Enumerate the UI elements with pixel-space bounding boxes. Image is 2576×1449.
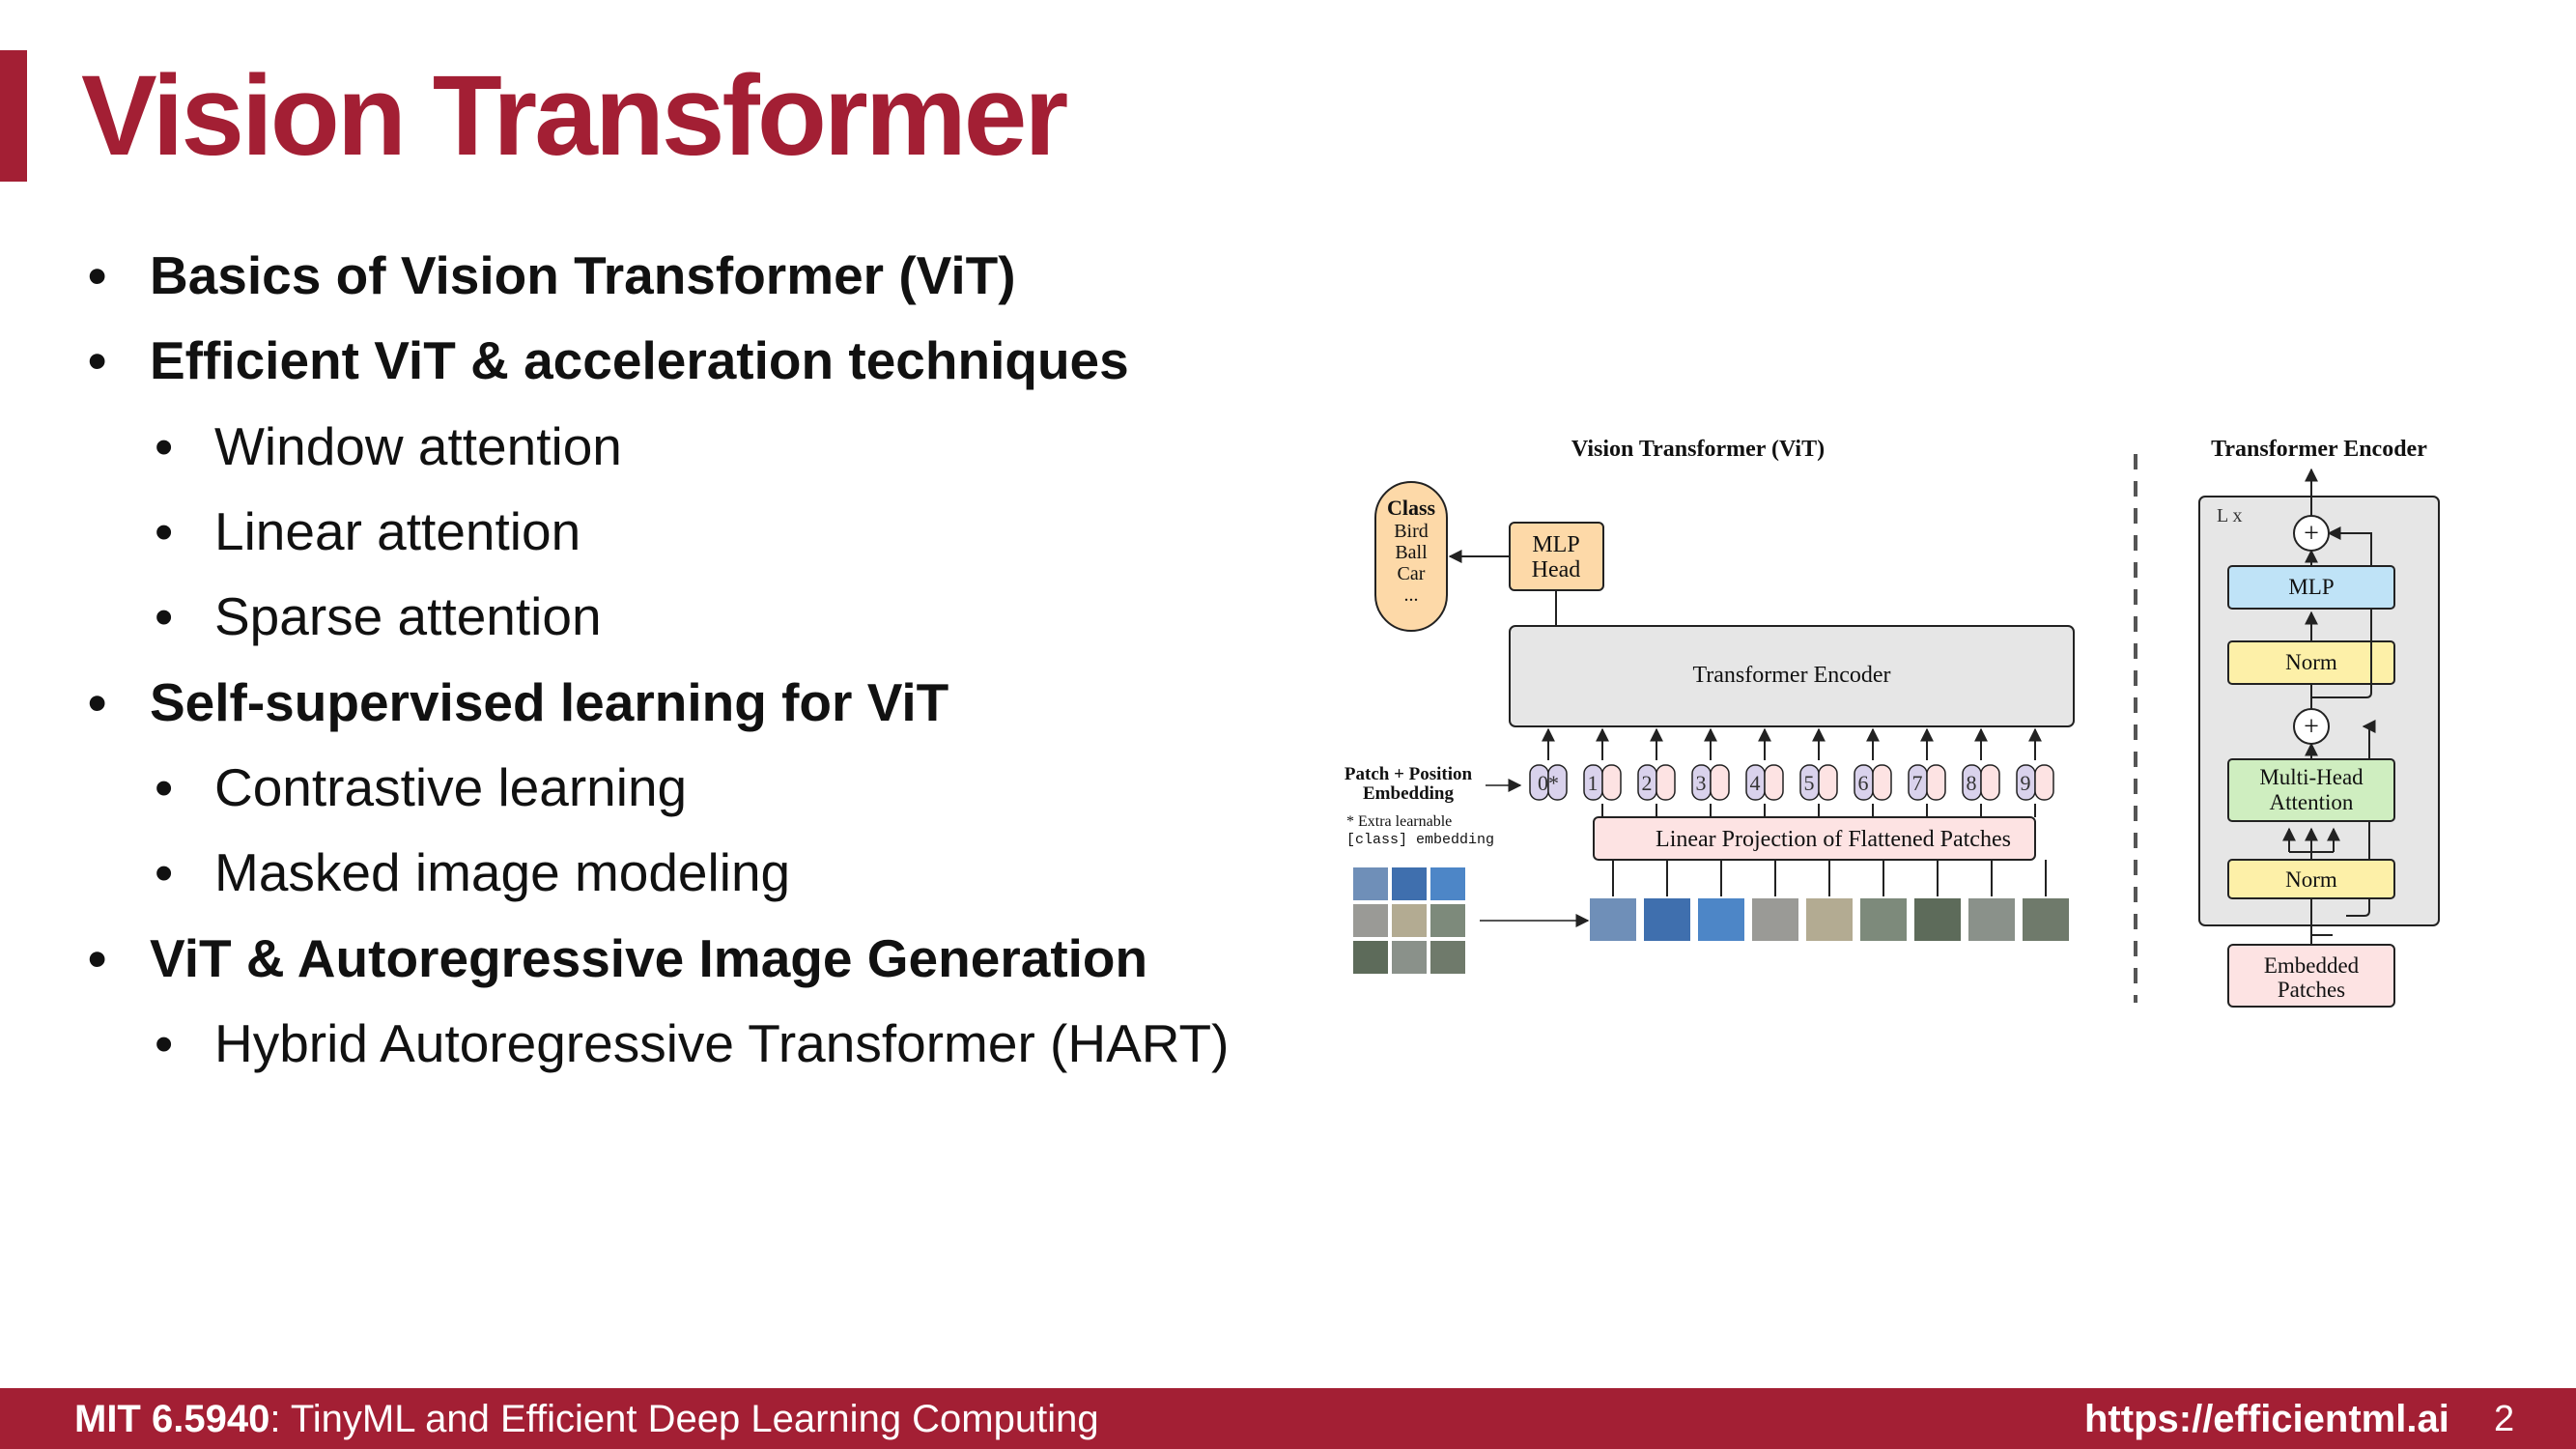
tokens bbox=[1530, 765, 2053, 800]
bullet-text: Basics of Vision Transformer (ViT) bbox=[150, 245, 1016, 305]
token-patch bbox=[1927, 765, 1945, 800]
class-item: Car bbox=[1397, 563, 1426, 584]
footer-course-title: : TinyML and Efficient Deep Learning Computing bbox=[269, 1398, 1099, 1440]
token-patch bbox=[2035, 765, 2053, 800]
bullet-dot: • bbox=[155, 842, 174, 902]
patch-thumb bbox=[1644, 898, 1690, 941]
token-patch bbox=[1819, 765, 1837, 800]
mlp-head-label: MLP bbox=[1532, 532, 1580, 557]
patch-thumb bbox=[2023, 898, 2069, 941]
transformer-encoder-label: Transformer Encoder bbox=[1692, 663, 1891, 688]
token-number: 9 bbox=[2020, 771, 2031, 795]
image-patch bbox=[1353, 867, 1388, 900]
bullet-item bbox=[88, 328, 1129, 392]
bullet-text: Hybrid Autoregressive Transformer (HART) bbox=[214, 1013, 1230, 1073]
norm-label: Norm bbox=[2285, 650, 2337, 674]
token-patch bbox=[1656, 765, 1675, 800]
norm-label: Norm bbox=[2285, 867, 2337, 892]
bullet-text: Linear attention bbox=[214, 501, 581, 561]
token-number: 3 bbox=[1695, 771, 1707, 795]
bullet-text: Sparse attention bbox=[214, 586, 602, 646]
image-patch bbox=[1353, 941, 1388, 974]
mlp-label: MLP bbox=[2288, 575, 2335, 599]
bullet-dot: • bbox=[155, 416, 174, 476]
class-item: Ball bbox=[1395, 542, 1428, 563]
bullet-dot: • bbox=[155, 1013, 174, 1073]
patch-thumb bbox=[1590, 898, 1636, 941]
bullet-dot: • bbox=[155, 757, 174, 817]
image-patch bbox=[1353, 904, 1388, 937]
patch-thumb bbox=[1860, 898, 1907, 941]
bullet-dot: • bbox=[88, 330, 107, 390]
token-number: 8 bbox=[1966, 771, 1977, 795]
image-patch bbox=[1430, 904, 1465, 937]
token-number: 4 bbox=[1749, 771, 1761, 795]
image-grid bbox=[1353, 867, 1465, 974]
bullet-dot: • bbox=[155, 586, 174, 646]
sub-bullet-item bbox=[155, 584, 602, 648]
sub-bullet-item bbox=[155, 840, 791, 904]
token bbox=[1909, 765, 1945, 800]
bullet-text: ViT & Autoregressive Image Generation bbox=[150, 928, 1148, 988]
bullet-dot: • bbox=[88, 928, 107, 988]
linear-projection-label: Linear Projection of Flattened Patches bbox=[1656, 827, 2011, 852]
mlp-head-label: Head bbox=[1531, 557, 1581, 582]
patch-sequence bbox=[1590, 898, 2069, 941]
footer-course bbox=[74, 1398, 1099, 1440]
token bbox=[1692, 765, 1729, 800]
extra-note: [class] embedding bbox=[1346, 832, 1495, 848]
add-symbol: + bbox=[2304, 712, 2319, 742]
token-patch bbox=[1981, 765, 1999, 800]
token bbox=[1854, 765, 1891, 800]
bullet-dot: • bbox=[155, 501, 174, 561]
token-number: 0* bbox=[1538, 771, 1559, 795]
lx-label: L x bbox=[2217, 505, 2243, 526]
token bbox=[2017, 765, 2053, 800]
vit-title: Vision Transformer (ViT) bbox=[1571, 437, 1826, 462]
bullet-item bbox=[88, 243, 1016, 307]
patch-embedding-label: Patch + Position bbox=[1344, 764, 1473, 784]
embedded-patches-label: Patches bbox=[2277, 978, 2346, 1002]
bullet-text: Self-supervised learning for ViT bbox=[150, 672, 949, 732]
image-patch bbox=[1392, 941, 1427, 974]
sub-bullet-item bbox=[155, 414, 622, 478]
bullet-item bbox=[88, 926, 1148, 990]
token bbox=[1746, 765, 1783, 800]
bullet-text: Window attention bbox=[214, 416, 622, 476]
bullet-item bbox=[88, 670, 949, 734]
page-number: 2 bbox=[2494, 1399, 2515, 1439]
slide-title: Vision Transformer bbox=[81, 52, 1066, 180]
token-number: 7 bbox=[1911, 771, 1923, 795]
token-patch bbox=[1765, 765, 1783, 800]
sub-bullet-item bbox=[155, 1011, 1230, 1075]
image-patch bbox=[1392, 867, 1427, 900]
image-patch bbox=[1392, 904, 1427, 937]
token-patch bbox=[1711, 765, 1729, 800]
patch-thumb bbox=[1914, 898, 1961, 941]
patch-thumb bbox=[1806, 898, 1853, 941]
token-number: 2 bbox=[1641, 771, 1653, 795]
token bbox=[1638, 765, 1675, 800]
patch-thumb bbox=[1752, 898, 1798, 941]
patch-embedding-label: Embedding bbox=[1363, 783, 1454, 804]
embedded-patches-label: Embedded bbox=[2263, 953, 2360, 978]
mha-label: Multi-Head bbox=[2259, 765, 2364, 789]
class-label: Class bbox=[1386, 496, 1436, 520]
token bbox=[1963, 765, 1999, 800]
vit-diagram bbox=[1314, 425, 2473, 1034]
bullet-dot: • bbox=[88, 245, 107, 305]
footer-url[interactable]: https://efficientml.ai bbox=[2084, 1398, 2449, 1440]
footer-bar bbox=[0, 1388, 2576, 1449]
token-patch bbox=[1602, 765, 1621, 800]
sub-bullet-item bbox=[155, 755, 688, 819]
add-symbol: + bbox=[2304, 519, 2319, 549]
extra-note: * Extra learnable bbox=[1346, 813, 1453, 830]
bullet-text: Efficient ViT & acceleration techniques bbox=[150, 330, 1129, 390]
bullet-text: Masked image modeling bbox=[214, 842, 791, 902]
token-arrows bbox=[1548, 729, 2035, 760]
token bbox=[1800, 765, 1837, 800]
token-number: 5 bbox=[1803, 771, 1815, 795]
bullet-text: Contrastive learning bbox=[214, 757, 688, 817]
image-patch bbox=[1430, 867, 1465, 900]
patch-thumb bbox=[1698, 898, 1744, 941]
class-item: Bird bbox=[1394, 521, 1429, 542]
image-patch bbox=[1430, 941, 1465, 974]
token-patch bbox=[1873, 765, 1891, 800]
token bbox=[1530, 765, 1567, 800]
token-number: 1 bbox=[1587, 771, 1599, 795]
bullet-dot: • bbox=[88, 672, 107, 732]
footer-course-code: MIT 6.5940 bbox=[74, 1398, 270, 1440]
sub-bullet-item bbox=[155, 499, 581, 563]
class-item: ... bbox=[1403, 584, 1419, 606]
token bbox=[1584, 765, 1621, 800]
patch-thumb bbox=[1968, 898, 2015, 941]
encoder-title: Transformer Encoder bbox=[2211, 437, 2427, 462]
token-number: 6 bbox=[1857, 771, 1869, 795]
title-accent-bar bbox=[0, 50, 27, 182]
mha-label: Attention bbox=[2269, 790, 2354, 814]
